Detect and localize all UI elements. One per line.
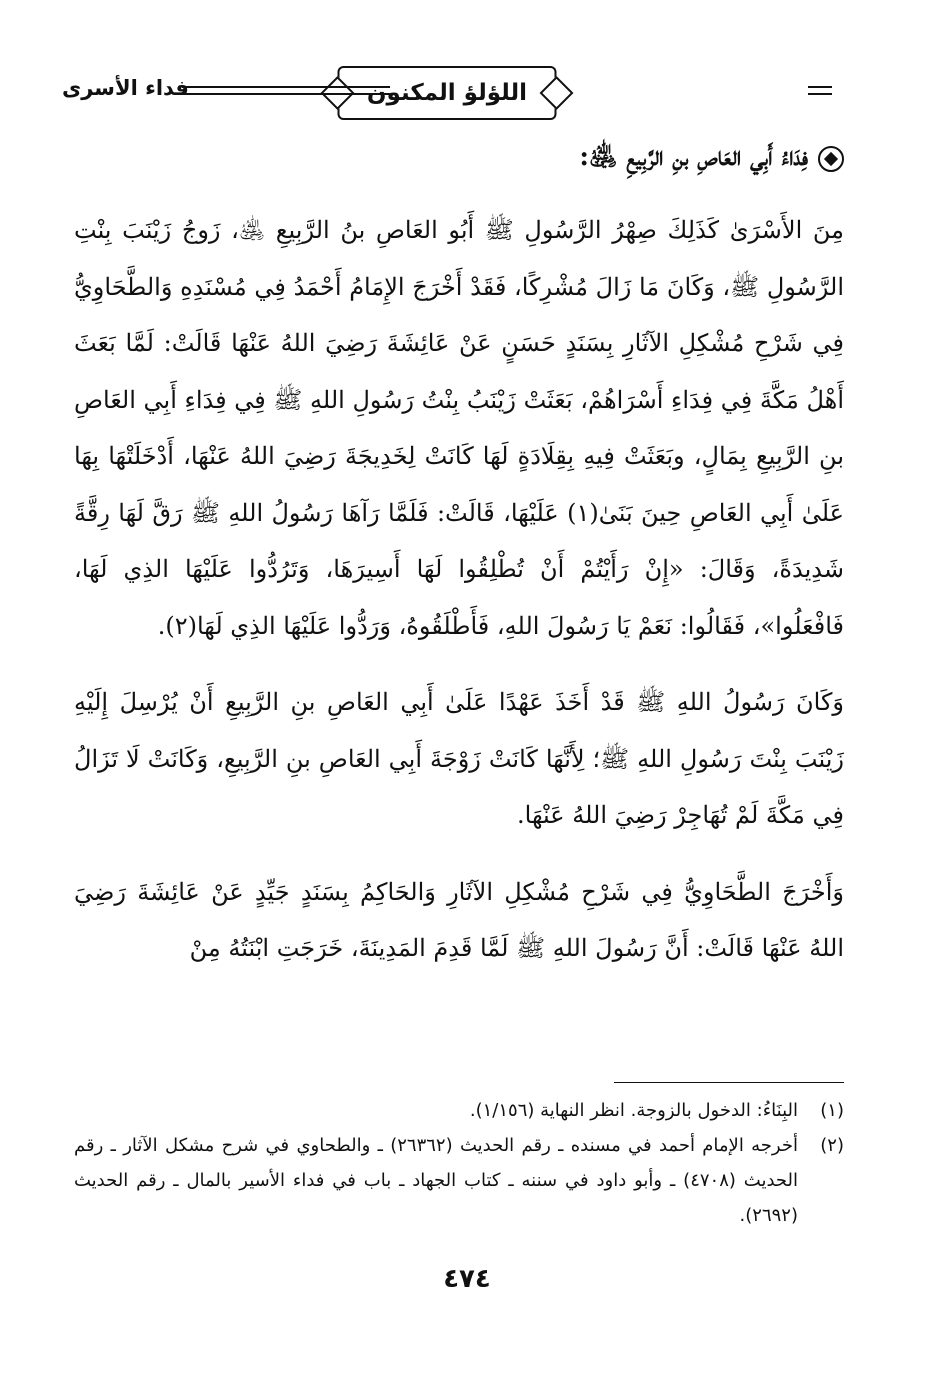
page-number: ٤٧٤ bbox=[443, 1264, 491, 1294]
ornament-bullet-icon bbox=[818, 146, 844, 172]
book-title: اللؤلؤ المكنون bbox=[366, 80, 528, 106]
paragraph-2: وَكَانَ رَسُولُ اللهِ ﷺ قَدْ أَخَذَ عَهْدًا عَلَىٰ أَبِي العَاصِ بنِ الرَّبِيعِ أَنْ يُرْسِلَ إِلَيْهِ زَيْنَبَ بِنْتَ رَسُولِ اللهِ ﷺ؛ لِأَنَّهَا كَانَتْ زَوْجَةَ أَبِي العَاصِ بنِ الرَّبِيعِ، وَكَانَتْ لَا تَزَالُ فِي مَكَّةَ لَمْ تُهَاجِرْ رَضِيَ اللهُ عَنْهَا. bbox=[74, 688, 844, 829]
section-heading bbox=[74, 140, 844, 178]
footnote-separator bbox=[614, 1082, 844, 1083]
running-header bbox=[62, 58, 832, 128]
paragraph-1: مِنَ الأَسْرَىٰ كَذَلِكَ صِهْرُ الرَّسُولِ ﷺ أَبُو العَاصِ بنُ الرَّبِيعِ ﵁، زَوجُ زَيْنَبَ بِنْتِ الرَّسُولِ ﷺ، وَكَانَ مَا زَالَ مُشْرِكًا، فَقَدْ أَخْرَجَ الإِمَامُ أَحْمَدُ فِي مُسْنَدِهِ وَالطَّحَاوِيُّ فِي شَرْحِ مُشْكِلِ الآثَارِ بِسَنَدٍ حَسَنٍ عَنْ عَائِشَةَ رَضِيَ اللهُ عَنْهَا قَالَتْ: لَمَّا بَعَثَ أَهْلُ مَكَّةَ فِي فِدَاءِ أَسْرَاهُمْ، بَعَثَتْ زَيْنَبُ بِنْتُ رَسُولِ اللهِ ﷺ فِي فِدَاءِ أَبِي العَاصِ بنِ الرَّبِيعِ بِمَالٍ، وبَعَثَتْ فِيهِ بِقِلَادَةٍ لَهَا كَانَتْ لِخَدِيجَةَ رَضِيَ اللهُ عَنْهَا، أَدْخَلَتْهَا بِهَا عَلَىٰ أَبِي العَاصِ حِينَ بَنَىٰ(١) عَلَيْهَا، قَالَتْ: فَلَمَّا رَآهَا رَسُولُ اللهِ ﷺ رَقَّ لَهَا رِقَّةً شَدِيدَةً، وَقَالَ: «إِنْ رَأَيْتُمْ أَنْ تُطْلِقُوا لَهَا أَسِيرَهَا، وَتَرُدُّوا عَلَيْهَا الذِي لَهَا، فَافْعَلُوا»، فَقَالُوا: نَعَمْ يَا رَسُولَ اللهِ، فَأَطْلَقُوهُ، وَرَدُّوا عَلَيْهَا الذِي لَهَا(٢). bbox=[74, 216, 845, 640]
footnote-text: أخرجه الإمام أحمد في مسنده ـ رقم الحديث (٢٦٣٦٢) ـ والطحاوي في شرح مشكل الآثار ـ رقم الحديث (٤٧٠٨) ـ وأبو داود في سننه ـ كتاب الجهاد ـ باب في فداء الأسير بالمال ـ رقم الحديث (٢٦٩٢). bbox=[74, 1135, 799, 1226]
main-text bbox=[74, 130, 844, 997]
header-rule-left bbox=[182, 86, 390, 95]
footnote-number: (١) bbox=[820, 1100, 844, 1121]
header-rule-right bbox=[808, 86, 832, 95]
footnote-2 bbox=[74, 1128, 844, 1233]
chapter-title: فداء الأسرى bbox=[62, 76, 189, 100]
section-heading-text: فِدَاءُ أَبِي العَاصِ بنِ الرَّبِيعِ ﵁: bbox=[579, 142, 808, 172]
footnotes bbox=[74, 1082, 844, 1233]
footnote-text: البِنَاءُ: الدخول بالزوجة. انظر النهاية (١/١٥٦). bbox=[469, 1100, 798, 1121]
footnote-1 bbox=[74, 1093, 844, 1128]
footnote-number: (٢) bbox=[820, 1135, 844, 1156]
paragraph-3: وَأَخْرَجَ الطَّحَاوِيُّ فِي شَرْحِ مُشْكِلِ الآثَارِ وَالحَاكِمُ بِسَنَدٍ جَيِّدٍ عَنْ عَائِشَةَ رَضِيَ اللهُ عَنْهَا قَالَتْ: أَنَّ رَسُولَ اللهِ ﷺ لَمَّا قَدِمَ المَدِينَةَ، خَرَجَتِ ابْنَتُهُ مِنْ bbox=[74, 877, 845, 962]
